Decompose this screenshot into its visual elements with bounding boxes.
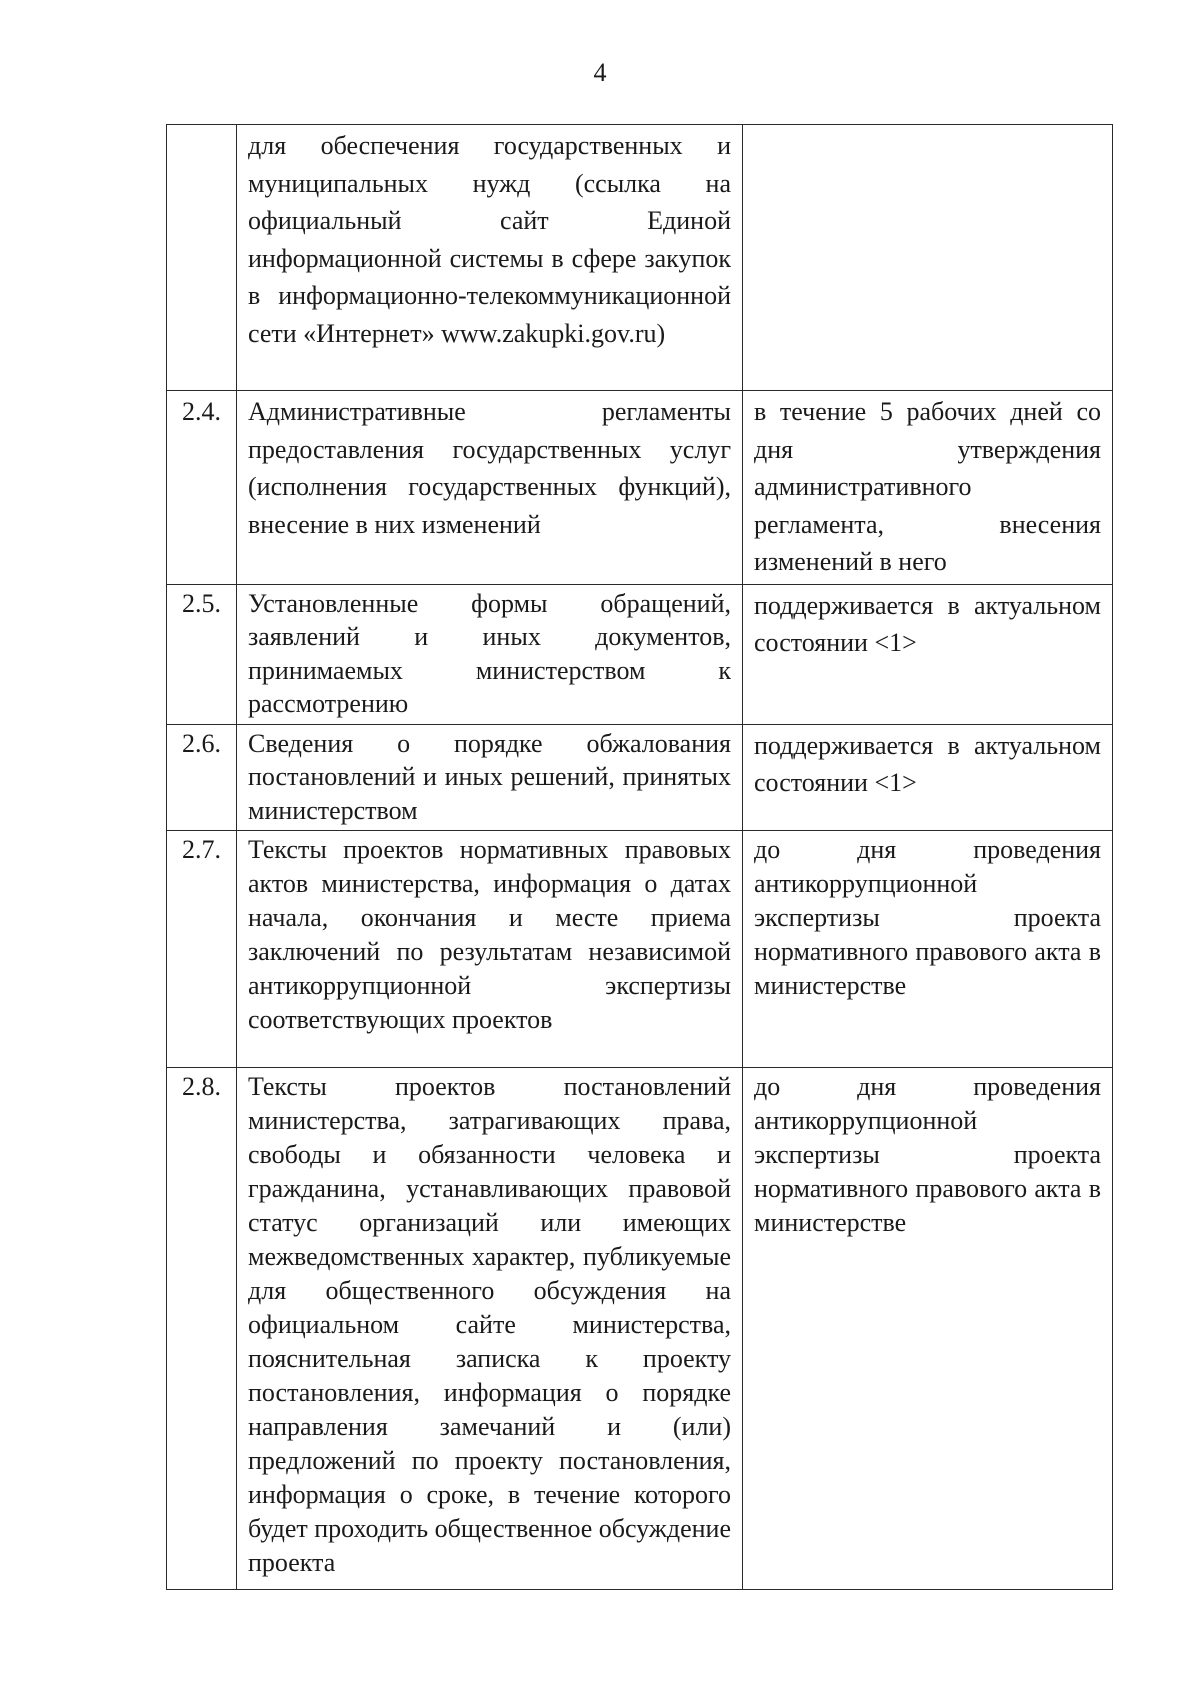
row-number: 2.4. (167, 391, 237, 585)
row-description: Установленные формы обращений, заявлений и иных документов, принимаемых министерством к рассмотрению (237, 584, 743, 724)
row-term: до дня проведения антикоррупционной экспертизы проекта нормативного правового акта в министерстве (743, 1068, 1113, 1590)
row-description: Сведения о порядке обжалования постановлений и иных решений, принятых министерством (237, 724, 743, 831)
row-term: до дня проведения антикоррупционной экспертизы проекта нормативного правового акта в министерстве (743, 831, 1113, 1068)
row-description: Тексты проектов нормативных правовых актов министерства, информация о датах начала, окончания и месте приема заключений по результатам независимой антикоррупционной экспертизы соответствующих проектов (237, 831, 743, 1068)
table-row (167, 724, 1113, 831)
table-row (167, 584, 1113, 724)
row-number: 2.7. (167, 831, 237, 1068)
row-term: поддерживается в актуальном состоянии <1> (743, 724, 1113, 831)
row-description: для обеспечения государственных и муниципальных нужд (ссылка на официальный сайт Единой информационной системы в сфере закупок в информационно-телекоммуникационной сети «Интернет» www.zakupki.gov.ru) (237, 125, 743, 391)
row-number: 2.8. (167, 1068, 237, 1590)
row-description: Тексты проектов постановлений министерства, затрагивающих права, свободы и обязанности человека и гражданина, устанавливающих правовой статус организаций или имеющих межведомственных характер, публикуемые для общественного обсуждения на официальном сайте министерства, пояснительная записка к проекту постановления, информация о порядке направления замечаний и (или) предложений по проекту постановления, информация о сроке, в течение которого будет проходить общественное обсуждение проекта (237, 1068, 743, 1590)
row-number (167, 125, 237, 391)
page-number: 4 (593, 58, 607, 87)
table-row (167, 125, 1113, 391)
document-table (166, 124, 1113, 1590)
table-row (167, 391, 1113, 585)
row-term: в течение 5 рабочих дней со дня утверждения административного регламента, внесения изменений в него (743, 391, 1113, 585)
row-term (743, 125, 1113, 391)
row-number: 2.6. (167, 724, 237, 831)
row-number: 2.5. (167, 584, 237, 724)
row-term: поддерживается в актуальном состоянии <1> (743, 584, 1113, 724)
table-row (167, 831, 1113, 1068)
row-description: Административные регламенты предоставления государственных услуг (исполнения государственных функций), внесение в них изменений (237, 391, 743, 585)
table-row (167, 1068, 1113, 1590)
